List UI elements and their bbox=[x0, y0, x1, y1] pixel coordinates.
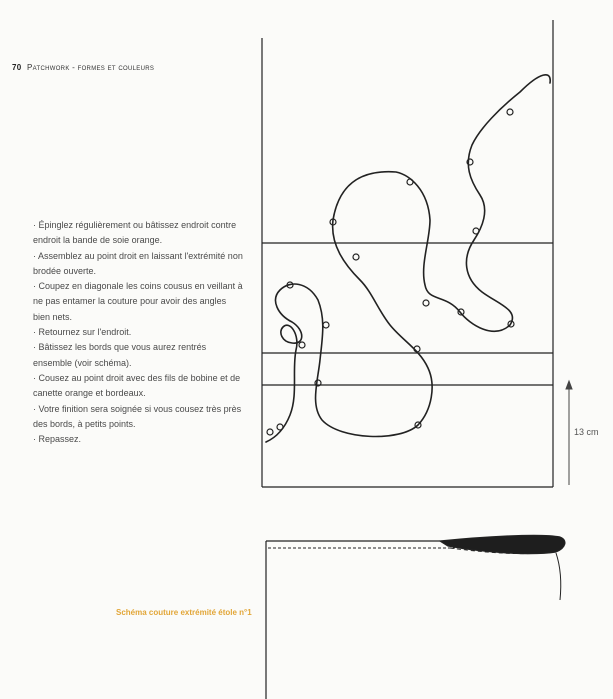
instruction-item: · Bâtissez les bords que vous aurez rentrés ensemble (voir schéma). bbox=[33, 342, 207, 368]
instruction-item: · Cousez au point droit avec des fils de bobine et de canette orange et bordeaux. bbox=[33, 372, 241, 399]
diagram-caption: Schéma couture extrémité étole n°1 bbox=[116, 608, 252, 617]
instruction-item: · Épinglez régulièrement ou bâtissez endroit contre endroit la bande de soie orange. bbox=[33, 220, 237, 246]
hem-right-edge bbox=[556, 553, 561, 600]
knot-dot bbox=[423, 300, 429, 306]
knot-dot bbox=[267, 429, 273, 435]
measurement-arrow bbox=[566, 381, 572, 485]
instruction-item: · Retournez sur l'endroit. bbox=[33, 327, 132, 338]
stole-panel bbox=[262, 20, 553, 487]
instruction-item: · Votre finition sera soignée si vous cousez très près des bords, à petits points. bbox=[33, 403, 242, 429]
arrow-up-icon bbox=[566, 381, 572, 389]
running-title: Patchwork - formes et couleurs bbox=[27, 63, 155, 72]
instruction-item: · Repassez. bbox=[33, 434, 82, 445]
instruction-item: · Assemblez au point droit en laissant l'extrémité non brodée ouverte. bbox=[33, 250, 243, 276]
knot-dot bbox=[353, 254, 359, 260]
embroidery-line bbox=[266, 75, 550, 442]
knot-dot bbox=[473, 228, 479, 234]
knot-dot bbox=[299, 342, 305, 348]
folded-edge bbox=[440, 535, 565, 553]
page-number: 70 bbox=[12, 63, 22, 72]
measurement-label: 13 cm bbox=[574, 427, 599, 437]
knot-dot bbox=[507, 109, 513, 115]
hem-diagram bbox=[266, 535, 565, 699]
instruction-item: · Coupez en diagonale les coins cousus en veillant à ne pas entamer la couture pour avoir des angles bien nets. bbox=[33, 281, 243, 322]
knot-dot bbox=[277, 424, 283, 430]
knot-dot bbox=[323, 322, 329, 328]
knot-dots bbox=[267, 109, 514, 435]
knot-dot bbox=[407, 179, 413, 185]
